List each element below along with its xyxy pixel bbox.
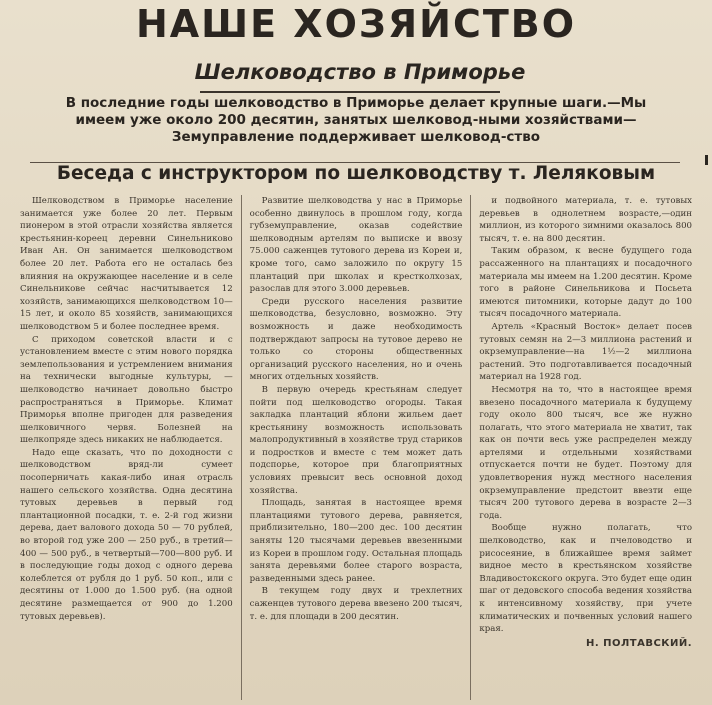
paragraph: Развитие шелководства у нас в Приморье особенно двинулось в прошлом году, когда губземуправление, оказав содействие шелководным артелям по выписке и ввозу 75.000 саженцев тутового дерева из Кореи и, кроме того, само заложило по округу 15 плантаций при школах и крестколхозах, разослав для этого 3.000 деревьев.	[249, 196, 463, 295]
paragraph: В первую очередь крестьянам следует пойти под шелководство огороды. Такая закладка плантаций яблони жильем дает крестьянину возможность использовать малопродуктивный в хозяйстве труд стариков и подростков и вместе с тем может дать подспорье, которое при благоприятных условиях превысит весь основной доход хозяйства.	[249, 384, 463, 496]
paragraph: С приходом советской власти и с установлением вместе с этим нового порядка землепользования и устремлением внимания на технически выгодные культуры, —шелководство начинает довольно быстро распространяться в Приморье. Климат Приморья вполне пригоден для разведения шелковичного червя. Болезней на шелкопряде здесь никаких не наблюдается.	[20, 334, 233, 446]
section-title: НАШЕ ХОЗЯЙСТВО	[135, 2, 577, 46]
article-body	[12, 195, 700, 700]
paragraph: Вообще нужно полагать, что шелководство, как и пчеловодство и рисосеяние, в ближайшее время займет видное место в крестьянском хозяйстве Владивостокского округа. Это будет еще один шаг от дедовского способа ведения хозяйства к интенсивному хозяйству, при учете климатических и почвенных условий нашего края.	[479, 523, 693, 635]
divider-rule	[200, 91, 500, 93]
paragraph: и подвойного материала, т. е. тутовых деревьев в однолетнем возрасте,—один миллион, из которого зимними оказалось 800 тысяч, т. е. на 800 десятин.	[479, 196, 693, 244]
text-column-1	[12, 195, 241, 700]
paragraph: Площадь, занятая в настоящее время плантациями тутового дерева, равняется, приблизительно, 180—200 дес. 100 десятин заняты 120 тысячами деревьев ввезенными из Кореи в прошлом году. Остальная площадь занята деревьями более старого возраста, разведенными здесь ранее.	[249, 498, 463, 584]
text-column-3	[470, 195, 700, 700]
paragraph: Среди русского населения развитие шелководства, безусловно, возможно. Эту возможность и даже необходимость подтверждают запросы на тутовое дерево не только со стороны общественных организаций русского населения, но и очень многих отдельных хозяйств.	[249, 296, 463, 383]
paragraph: Несмотря на то, что в настоящее время ввезено посадочного материала к будущему году около 800 тысяч, все же нужно полагать, что этого материала не хватит, так как он почти весь уже распределен между артелями и отдельными хозяйствами отпускается почти не будет. Поэтому для удовлетворения нужд местного населения окрземуправление предстоит ввезти еще тысяч 200 тутового дерева в возрасте 2—3 года.	[479, 384, 693, 521]
deck-summary: В последние годы шелководство в Приморье делает крупные шаги.—Мы имеем уже около 200 десятин, занятых шелковод-ными хозяйствами—Земуправление поддерживает шелковод-ство	[65, 95, 647, 145]
subheadline: Шелководство в Приморье	[194, 60, 526, 84]
paragraph: Шелководством в Приморье население занимается уже более 20 лет. Первым пионером в этой отрасли хозяйства является крестьянин-кореец деревни Синельниково Иван Ан. Он занимается шелководством более 20 лет. Работа его не осталась без влияния на окружающее население и в селе Синельникове сейчас насчитывается 12 хозяйств, занимающихся шелководством 10—15 лет, и около 85 хозяйств, занимающихся шелководством 5 и более последнее время.	[20, 196, 233, 332]
article-title: Беседа с инструктором по шелководству т. Леляковым	[56, 163, 656, 184]
paragraph: Таким образом, к весне будущего года рассаженного на плантациях и посадочного материала мы имеем на 1.200 десятин. Кроме того в районе Синельникова и Посьета имеются питомники, которые дадут до 100 тысяч посадочного материала.	[479, 246, 693, 320]
paragraph: Артель «Красный Восток» делает посев тутовых семян на 2—3 миллиона растений и окрземуправление—на 1½—2 миллиона растений. Это подготавливается посадочный материал на 1928 год.	[479, 321, 693, 383]
margin-mark	[705, 155, 708, 165]
paragraph: В текущем году двух и трехлетних саженцев тутового дерева ввезено 200 тысяч, т. е. для площади в 200 десятин.	[249, 586, 463, 622]
author-signature: Н. ПОЛТАВСКИЙ.	[585, 637, 693, 649]
paragraph: Надо еще сказать, что по доходности с шелководством вряд-ли сумеет посоперничать какая-либо иная отрасль нашего сельского хозяйства. Одна десятина тутовых деревьев в первый год плантационной посадки, т. е. 2-й год жизни дерева, дает валового дохода 50 — 70 рублей, во второй год уже 200 — 250 руб., в третий—400 — 500 руб., в четвертый—700—800 руб. И в последующие годы доход с одного дерева колеблется от рубля до 1 руб. 50 коп., или с десятины от 1.000 до 1.500 руб. (на одной десятине размещается от 900 до 1.200 тутовых деревьев).	[20, 447, 233, 622]
text-column-2	[241, 195, 471, 700]
